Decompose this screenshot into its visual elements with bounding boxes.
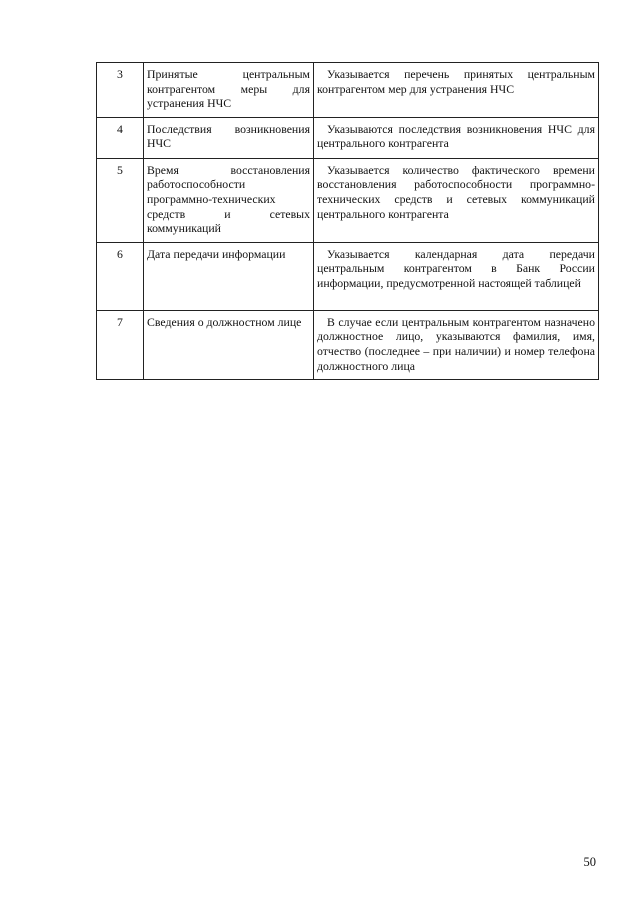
row-number: 4 (97, 117, 144, 158)
table-row (97, 117, 599, 158)
field-name: Принятые центральным контрагентом меры для устранения НЧС (144, 63, 314, 118)
page-number: 50 (583, 855, 596, 869)
field-name: Последствия возникновения НЧС (144, 117, 314, 158)
field-name: Дата передачи информации (144, 242, 314, 310)
field-description: Указываются последствия возникновения НЧС для центрального контрагента (314, 117, 599, 158)
field-name: Время восстановления работоспособности программно-технических средств и сетевых коммуникаций (144, 158, 314, 242)
table-row (97, 63, 599, 118)
field-description: Указывается количество фактического времени восстановления работоспособности программно-технических средств и сетевых коммуникаций центрального контрагента (314, 158, 599, 242)
row-number: 7 (97, 310, 144, 379)
field-name: Сведения о должностном лице (144, 310, 314, 379)
row-number: 6 (97, 242, 144, 310)
table-row (97, 158, 599, 242)
field-description: Указывается календарная дата передачи центральным контрагентом в Банк России информации, предусмотренной настоящей таблицей (314, 242, 599, 310)
info-table (96, 62, 599, 380)
table-row (97, 310, 599, 379)
row-number: 5 (97, 158, 144, 242)
field-description: В случае если центральным контрагентом назначено должностное лицо, указываются фамилия, имя, отчество (последнее – при наличии) и номер телефона должностного лица (314, 310, 599, 379)
row-number: 3 (97, 63, 144, 118)
table-row (97, 242, 599, 310)
field-description: Указывается перечень принятых центральным контрагентом мер для устранения НЧС (314, 63, 599, 118)
